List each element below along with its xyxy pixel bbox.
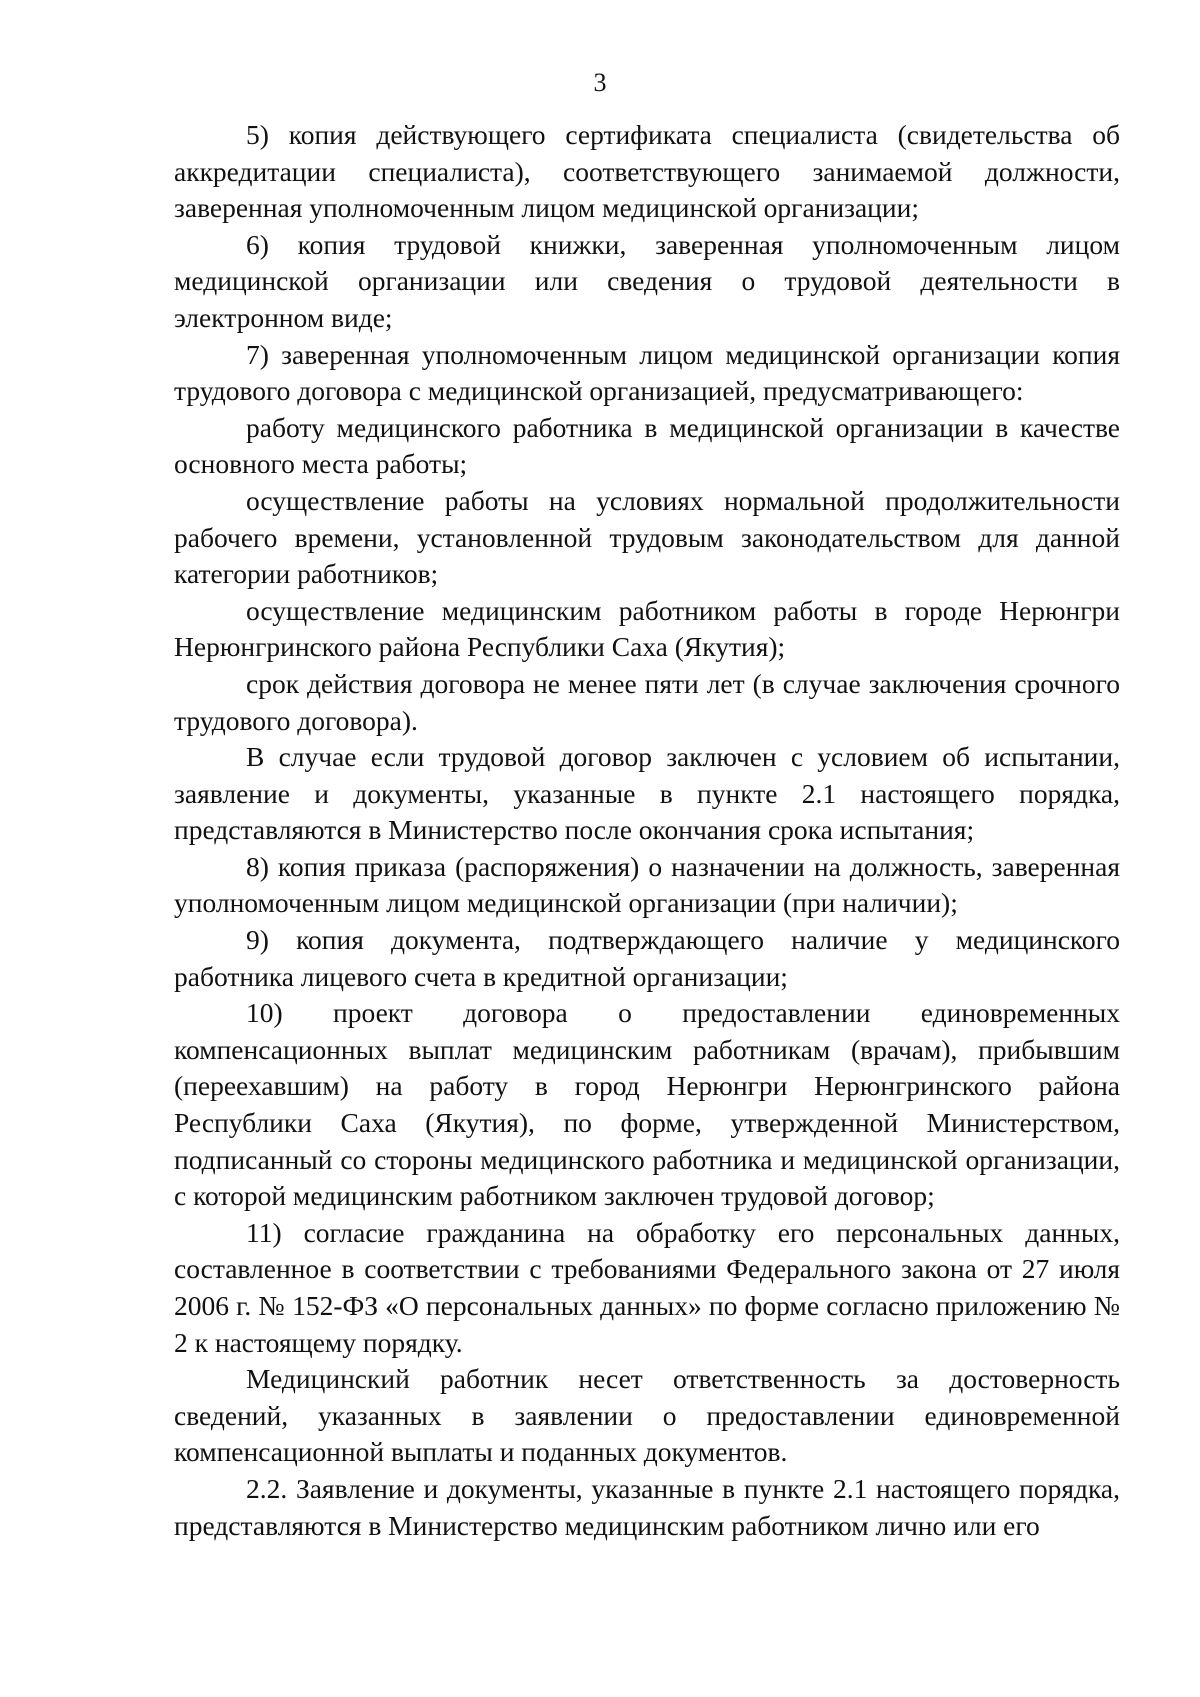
paragraph-probation-note: В случае если трудовой договор заключен с условием об испытании, заявление и документы, указанные в пункте 2.1 настоящего порядка, представляются в Министерство после окончания срока испытания; <box>174 741 1120 846</box>
paragraph-item-5: 5) копия действующего сертификата специалиста (свидетельства об аккредитации специалиста), соответствующего занимаемой должности, заверенная уполномоченным лицом медицинской организации; <box>174 119 1120 224</box>
paragraph-item-7: 7) заверенная уполномоченным лицом медицинской организации копия трудового договора с медицинской организацией, предусматривающего: <box>174 338 1120 407</box>
paragraph-subitem-main-workplace: работу медицинского работника в медицинской организации в качестве основного места работы; <box>174 411 1120 480</box>
document-body <box>174 117 1120 1544</box>
paragraph-section-2-2: 2.2. Заявление и документы, указанные в пункте 2.1 настоящего порядка, представляются в Министерство медицинским работником лично или его <box>174 1472 1120 1541</box>
paragraph-item-11: 11) согласие гражданина на обработку его персональных данных, составленное в соответствии с требованиями Федерального закона от 27 июля 2006 г. № 152-ФЗ «О персональных данных» по форме согласно приложению № 2 к настоящему порядку. <box>174 1216 1120 1358</box>
page-number: 3 <box>593 68 607 97</box>
paragraph-item-10: 10) проект договора о предоставлении единовременных компенсационных выплат медицинским работникам (врачам), прибывшим (переехавшим) на работу в город Нерюнгри Нерюнгринского района Республики Саха (Якутия), по форме, утвержденной Министерством, подписанный со стороны медицинского работника и медицинской организации, с которой медицинским работником заключен трудовой договор; <box>174 997 1120 1212</box>
paragraph-subitem-contract-term: срок действия договора не менее пяти лет (в случае заключения срочного трудового договора). <box>174 667 1120 736</box>
paragraph-item-8: 8) копия приказа (распоряжения) о назначении на должность, заверенная уполномоченным лицом медицинской организации (при наличии); <box>174 850 1120 919</box>
paragraph-item-6: 6) копия трудовой книжки, заверенная уполномоченным лицом медицинской организации или сведения о трудовой деятельности в электронном виде; <box>174 228 1120 333</box>
paragraph-item-9: 9) копия документа, подтверждающего наличие у медицинского работника лицевого счета в кредитной организации; <box>174 924 1120 992</box>
paragraph-subitem-work-location: осуществление медицинским работником работы в городе Нерюнгри Нерюнгринского района Республики Саха (Якутия); <box>174 594 1120 663</box>
paragraph-subitem-normal-hours: осуществление работы на условиях нормальной продолжительности рабочего времени, установленной трудовым законодательством для данной категории работников; <box>174 484 1120 590</box>
paragraph-responsibility: Медицинский работник несет ответственность за достоверность сведений, указанных в заявлении о предоставлении единовременной компенсационной выплаты и поданных документов. <box>174 1363 1120 1468</box>
